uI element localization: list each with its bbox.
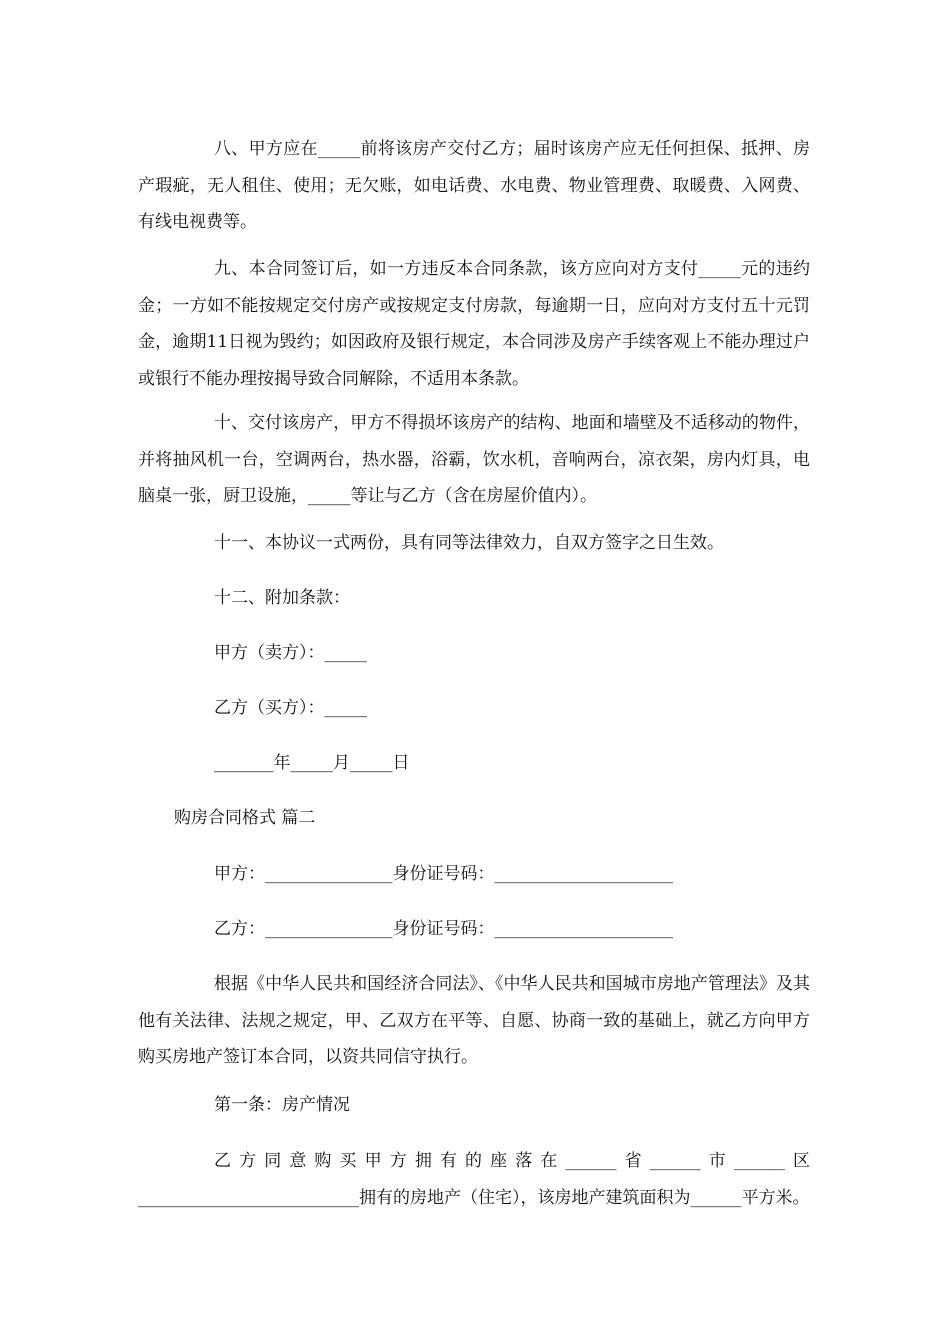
basis-paragraph: 根据《中华人民共和国经济合同法》、《中华人民共和国城市房地产管理法》及其他有关法律、法规之规定，甲、乙双方在平等、自愿、协商一致的基础上，就乙方向甲方购买房地产签订本合同，以资共同信守执行。 bbox=[138, 974, 810, 1067]
article-1-body: 乙方同意购买甲方拥有的座落在______省______市______区__________________________拥有的房地产（住宅），该房地产建筑面积为______平方米。 bbox=[138, 1151, 810, 1208]
section-title: 购房合同格式 篇二 bbox=[174, 808, 316, 828]
clause-9: 九、本合同签订后，如一方违反本合同条款，该方应向对方支付_____元的违约金；一方如不能按规定交付房产或按规定支付房款，每逾期一日，应向对方支付五十元罚金，逾期11日视为毁约；如因政府及银行规定，本合同涉及房产手续客观上不能办理过户或银行不能办理按揭导致合同解除，不适用本条款。 bbox=[138, 259, 810, 389]
clause-11: 十一、本协议一式两份，具有同等法律效力，自双方签字之日生效。 bbox=[214, 533, 724, 553]
article-1-title: 第一条：房产情况 bbox=[214, 1095, 350, 1115]
date-line: _______年_____月_____日 bbox=[214, 753, 410, 773]
party-a-line: 甲方：_______________身份证号码：_____________________ bbox=[214, 864, 673, 884]
clause-8: 八、甲方应在_____前将该房产交付乙方；届时该房产应无任何担保、抵押、房产瑕疵，无人租住、使用；无欠账，如电话费、水电费、物业管理费、取暖费、入网费、有线电视费等。 bbox=[138, 139, 810, 232]
buyer-signature-line: 乙方（买方）：_____ bbox=[214, 698, 367, 718]
clause-10: 十、交付该房产，甲方不得损坏该房产的结构、地面和墙壁及不适移动的物件，并将抽风机一台，空调两台，热水器，浴霸，饮水机，音响两台，凉衣架，房内灯具，电脑桌一张，厨卫设施，_____等让与乙方（含在房屋价值内）。 bbox=[138, 413, 810, 506]
party-b-line: 乙方：_______________身份证号码：_____________________ bbox=[214, 919, 673, 939]
seller-signature-line: 甲方（卖方）：_____ bbox=[214, 643, 367, 663]
clause-12: 十二、附加条款： bbox=[214, 588, 350, 608]
